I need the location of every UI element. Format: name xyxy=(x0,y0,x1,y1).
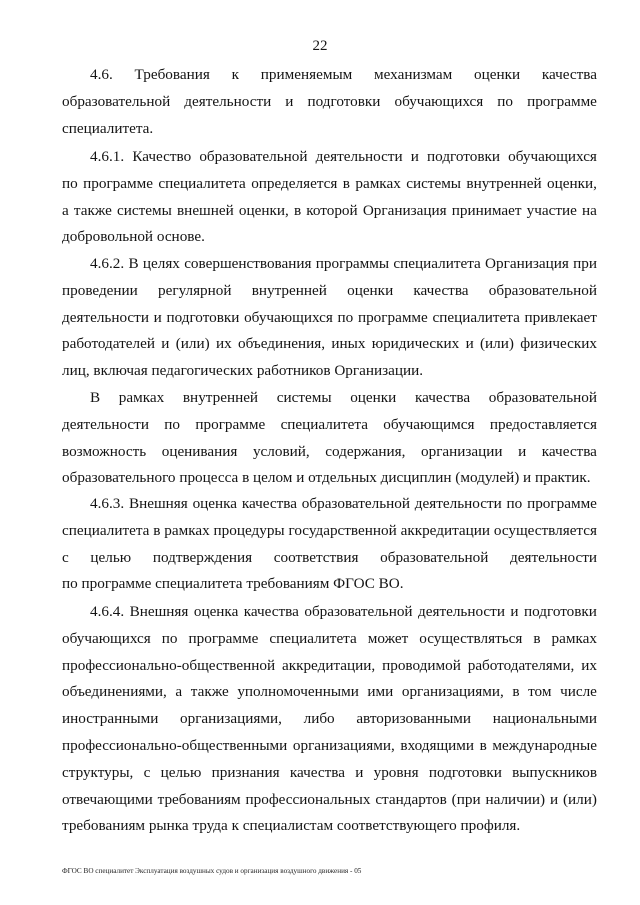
word: по xyxy=(506,495,523,512)
word: (или) xyxy=(562,790,597,808)
word: Организация xyxy=(362,201,447,219)
text-line xyxy=(62,764,597,782)
word: образовательного процесса в целом и отдельных дисциплин (модулей) и практик. xyxy=(62,469,591,487)
word: участие xyxy=(526,201,577,219)
word: международные xyxy=(492,737,597,754)
word: применяемым xyxy=(260,66,353,83)
word: подготовки xyxy=(523,603,597,620)
word: качества xyxy=(241,495,297,512)
word: либо xyxy=(303,710,335,728)
word: 4.6.1. xyxy=(90,148,125,165)
word: а xyxy=(62,201,69,219)
text-line xyxy=(90,255,597,273)
word: регулярной xyxy=(158,281,232,299)
word: оценка xyxy=(192,495,238,512)
word: В xyxy=(128,255,139,272)
word: программе xyxy=(195,415,266,433)
text-line xyxy=(62,202,597,220)
word: оценивания xyxy=(161,442,238,460)
word: внутренней xyxy=(182,389,259,406)
word: программе xyxy=(527,92,597,110)
word: по xyxy=(337,308,354,326)
word: объединения, xyxy=(237,335,326,353)
word: обучающимся xyxy=(383,415,475,433)
word: на xyxy=(582,201,597,219)
word: специалитета xyxy=(158,174,246,192)
word: и xyxy=(153,308,162,326)
word: подтверждения xyxy=(152,548,253,566)
text-line xyxy=(62,710,597,728)
word: программе xyxy=(83,174,153,192)
word: при xyxy=(573,255,597,272)
word: программе xyxy=(527,495,597,512)
word: и xyxy=(355,763,364,781)
word: деятельности xyxy=(62,415,149,433)
text-line xyxy=(62,416,597,434)
word: и xyxy=(510,603,519,620)
word: деятельности xyxy=(414,495,502,512)
word: иных xyxy=(331,335,366,353)
word: по xyxy=(164,415,181,433)
word: качества xyxy=(541,66,597,83)
word: структуры, xyxy=(62,763,134,781)
word: подготовки xyxy=(166,308,240,326)
word: возможность xyxy=(62,442,147,460)
word: их xyxy=(581,656,597,674)
word: оценки, xyxy=(547,174,597,192)
word: деятельности xyxy=(62,308,149,326)
word: соответствия xyxy=(273,548,359,566)
word: подготовки xyxy=(307,92,381,110)
word: и xyxy=(465,335,474,353)
word: отвечающими xyxy=(62,790,153,808)
word: осуществляться xyxy=(419,629,523,647)
word: специалитета xyxy=(280,415,368,433)
word: обучающихся xyxy=(508,148,597,165)
word: принимает xyxy=(451,201,522,219)
text-line xyxy=(62,362,423,380)
word: оценка xyxy=(193,603,239,620)
word: добровольной основе. xyxy=(62,228,205,246)
word: также xyxy=(73,201,112,219)
text-line xyxy=(62,817,520,835)
word: ими xyxy=(367,683,394,701)
word: числе xyxy=(560,683,597,701)
word: целях xyxy=(142,255,180,272)
word: Требования xyxy=(134,66,210,83)
word: и xyxy=(410,148,419,165)
word: внутренней xyxy=(466,174,542,192)
text-line xyxy=(62,575,404,593)
word: специалитета xyxy=(432,308,520,326)
word: целью xyxy=(90,548,132,566)
word: образовательной xyxy=(62,92,171,110)
text-line xyxy=(62,657,597,675)
word: а xyxy=(175,683,183,701)
word: специалитета xyxy=(393,255,481,272)
word: и xyxy=(285,92,294,110)
word: государственной xyxy=(288,521,397,539)
word: и xyxy=(161,335,170,353)
word: рамках xyxy=(118,389,165,406)
text-line xyxy=(62,443,597,461)
word: В xyxy=(90,389,101,406)
word: и xyxy=(518,442,527,460)
word: том xyxy=(528,683,552,701)
text-line xyxy=(62,469,591,487)
word: качества xyxy=(289,763,345,781)
word: (при xyxy=(451,790,481,808)
text-line xyxy=(62,175,597,193)
word: наличии) xyxy=(485,790,546,808)
word: национальными xyxy=(492,710,597,728)
word: с xyxy=(143,763,151,781)
word: специалитета xyxy=(269,629,357,647)
word: качества xyxy=(541,442,597,460)
word: признания xyxy=(211,763,280,781)
word: уполномоченными xyxy=(237,683,359,701)
word: механизмам xyxy=(374,66,453,83)
word: (или) xyxy=(480,335,514,353)
word: деятельности xyxy=(315,148,403,165)
text-line xyxy=(90,148,597,166)
word: образовательной xyxy=(488,281,597,299)
page-footer: ФГОС ВО специалитет Эксплуатация воздушных судов и организация воздушного движения - 05 xyxy=(62,867,362,875)
word: системы xyxy=(406,174,462,192)
word: по xyxy=(497,92,514,110)
word: обучающихся xyxy=(62,629,151,647)
word: образовательной xyxy=(304,603,413,620)
word: рамках xyxy=(355,174,401,192)
word: аккредитации, xyxy=(281,656,376,674)
word: их xyxy=(215,335,232,353)
text-line xyxy=(62,228,205,246)
word: совершенствования xyxy=(184,255,312,272)
word: программе xyxy=(357,308,428,326)
word: системы xyxy=(117,201,172,219)
word: образовательной xyxy=(301,495,410,512)
word: привлекает xyxy=(524,308,597,326)
word: организациями, xyxy=(180,710,282,728)
word: предоставляется xyxy=(489,415,597,433)
word: в xyxy=(533,629,541,647)
word: также xyxy=(190,683,229,701)
word: проведении xyxy=(62,281,138,299)
word: Организация xyxy=(485,255,569,272)
word: качества xyxy=(243,603,299,620)
word: может xyxy=(367,629,409,647)
word: деятельности xyxy=(418,603,505,620)
word: 4.6.3. xyxy=(90,495,125,512)
word: организациями, xyxy=(401,683,504,701)
word: оценки xyxy=(350,389,397,406)
word: качества xyxy=(413,281,469,299)
word: программе xyxy=(188,629,259,647)
word: с xyxy=(62,548,69,566)
text-line xyxy=(62,630,597,648)
word: специалитета. xyxy=(62,119,154,137)
text-line xyxy=(90,603,597,621)
word: условий, xyxy=(252,442,310,460)
word: образовательной xyxy=(488,389,597,406)
word: 4.6. xyxy=(90,66,113,83)
word: оценки xyxy=(473,66,521,83)
word: по программе специалитета требованиям ФГОС ВО. xyxy=(62,575,404,593)
word: программы xyxy=(315,255,390,272)
word: и xyxy=(549,790,559,808)
word: образовательной xyxy=(380,548,489,566)
word: уровня xyxy=(373,763,419,781)
word: входящими xyxy=(400,737,475,754)
word: обучающихся xyxy=(394,92,484,110)
word: требованиям рынка труда к специалистам соответствующего профиля. xyxy=(62,817,521,835)
text-line xyxy=(90,66,597,84)
word: оценки, xyxy=(238,201,289,219)
word: профессиональных xyxy=(245,790,371,808)
word: деятельности xyxy=(510,548,597,566)
word: системы xyxy=(276,389,332,406)
word: рамках xyxy=(551,629,597,647)
word: 4.6.4. xyxy=(90,603,125,620)
word: по xyxy=(161,629,178,647)
text-line xyxy=(90,389,597,407)
word: содержания, xyxy=(325,442,406,460)
word: обучающихся xyxy=(244,308,333,326)
text-line xyxy=(62,791,597,809)
text-line xyxy=(62,683,597,701)
word: осуществляется xyxy=(493,521,597,539)
word: целью xyxy=(160,763,202,781)
word: (или) xyxy=(175,335,210,353)
word: внутренней xyxy=(251,281,327,299)
word: работодателями, xyxy=(467,656,575,674)
word: работодателей xyxy=(62,335,155,353)
word: подготовки xyxy=(427,148,501,165)
word: деятельности xyxy=(184,92,272,110)
word: аккредитации xyxy=(400,521,491,539)
word: определяется xyxy=(251,174,338,192)
text-line xyxy=(62,549,597,567)
word: авторизованными xyxy=(356,710,472,728)
word: процедуры xyxy=(213,521,285,539)
text-line xyxy=(62,335,597,353)
word: в xyxy=(512,683,520,701)
text-line xyxy=(90,495,597,513)
word: к xyxy=(231,66,240,83)
word: в xyxy=(293,201,302,219)
word: оценки xyxy=(347,281,394,299)
word: образовательной xyxy=(199,148,308,165)
word: подготовки xyxy=(428,763,502,781)
word: профессионально-общественными xyxy=(62,737,288,754)
text-line xyxy=(62,93,597,111)
word: организациями, xyxy=(292,737,395,754)
word: Качество xyxy=(132,148,192,165)
word: Внешняя xyxy=(129,603,189,620)
word: в xyxy=(342,174,350,192)
text-line xyxy=(62,522,597,540)
word: физических xyxy=(520,335,597,353)
word: в xyxy=(153,521,161,539)
text-line xyxy=(62,309,597,327)
word: иностранными xyxy=(62,710,159,728)
word: юридических xyxy=(371,335,460,353)
word: проводимой xyxy=(382,656,461,674)
word: выпускников xyxy=(512,763,597,781)
word: организации xyxy=(421,442,503,460)
text-line xyxy=(62,737,597,755)
word: объединениями, xyxy=(62,683,167,701)
text-line xyxy=(62,120,153,138)
word: профессионально-общественной xyxy=(62,656,276,674)
word: в xyxy=(479,737,487,754)
word: Внешняя xyxy=(128,495,188,512)
word: качества xyxy=(414,389,471,406)
word: требованиям xyxy=(157,790,241,808)
page-number: 22 xyxy=(312,38,328,54)
text-line xyxy=(62,282,597,300)
word: лиц, включая педагогических работников Организации. xyxy=(62,362,424,380)
word: стандартов xyxy=(375,790,447,808)
word: по xyxy=(62,174,78,192)
word: специалитета xyxy=(62,521,150,539)
word: внешней xyxy=(177,201,234,219)
word: рамках xyxy=(164,521,210,539)
word: которой xyxy=(306,201,358,219)
word: 4.6.2. xyxy=(90,255,125,272)
